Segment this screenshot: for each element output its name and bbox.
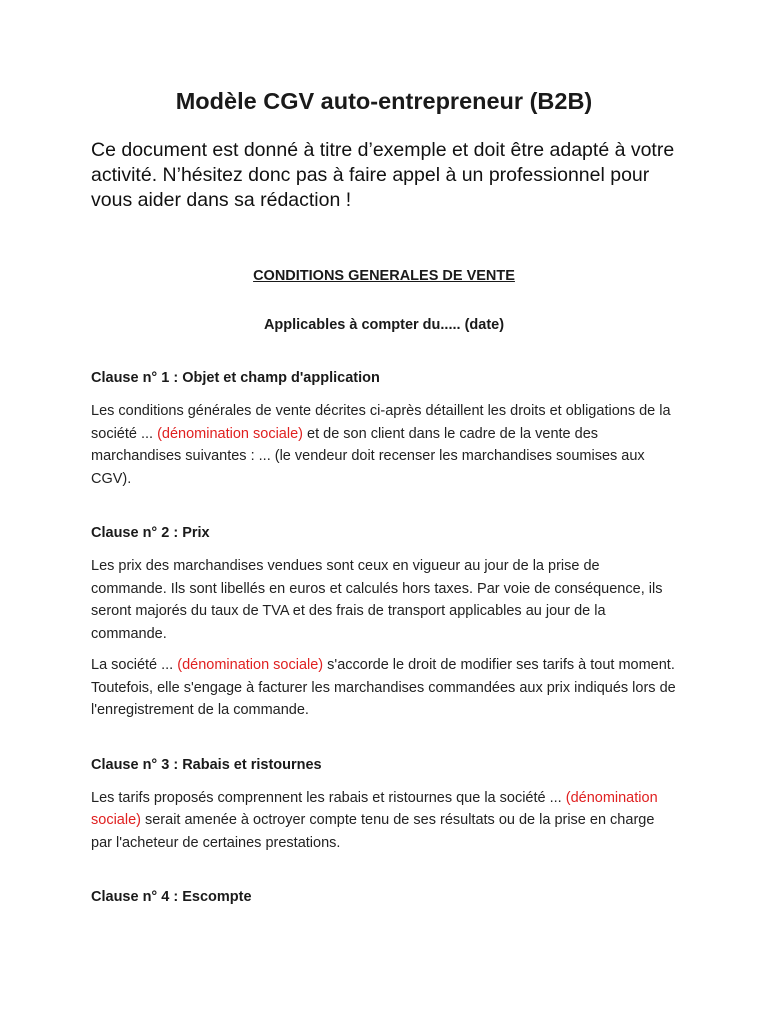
clause-2-placeholder: (dénomination sociale) [177,657,324,673]
intro-paragraph: Ce document est donné à titre d’exemple et doit être adapté à votre activité. N’hésitez donc pas à faire appel à un professionnel pour vous aider dans sa rédaction ! [91,139,675,211]
cgv-heading: CONDITIONS GENERALES DE VENTE [253,268,515,284]
clause-1-paragraph [91,400,677,490]
clause-3-paragraph [91,787,677,855]
document-title: Modèle CGV auto-entrepreneur (B2B) [175,88,593,114]
effective-date-line: Applicables à compter du..... (date) [263,317,505,333]
clause-3-placeholder: (dénomination sociale) [91,789,658,828]
clause-2-title: Clause n° 2 : Prix [91,525,210,541]
clause-1-text-b: et de son client dans le cadre de la vente des marchandises suivantes : ... (le vendeur doit recenser les marchandises soumises aux CGV). [91,425,645,487]
clause-3-title: Clause n° 3 : Rabais et ristournes [91,756,322,773]
clause-3-text-b: serait amenée à octroyer compte tenu de ses résultats ou de la prise en charge par l'acheteur de certaines prestations. [91,812,655,851]
clause-2-text-a: La société ... [91,657,178,673]
clause-1-placeholder: (dénomination sociale) [157,425,303,442]
clause-2-text-b: s'accorde le droit de modifier ses tarifs à tout moment. Toutefois, elle s'engage à facturer les marchandises commandées aux prix indiqués lors de l'enregistrement de la commande. [91,657,676,718]
clause-3-text-a: Les tarifs proposés comprennent les rabais et ristournes que la société ... [91,789,566,806]
clause-4-title: Clause n° 4 : Escompte [91,889,252,905]
clause-2-paragraph-2 [91,654,677,722]
clause-2-paragraph-1: Les prix des marchandises vendues sont ceux en vigueur au jour de la prise de commande. Ils sont libellés en euros et calculés hors taxes. Par voie de conséquence, ils seront majorés du taux de TVA et des frais de transport applicables au jour de la commande. [91,558,663,642]
clause-1-text-a: Les conditions générales de vente décrites ci-après détaillent les droits et obligations de la société ... [91,403,671,442]
clause-1-title: Clause n° 1 : Objet et champ d'application [91,370,380,386]
